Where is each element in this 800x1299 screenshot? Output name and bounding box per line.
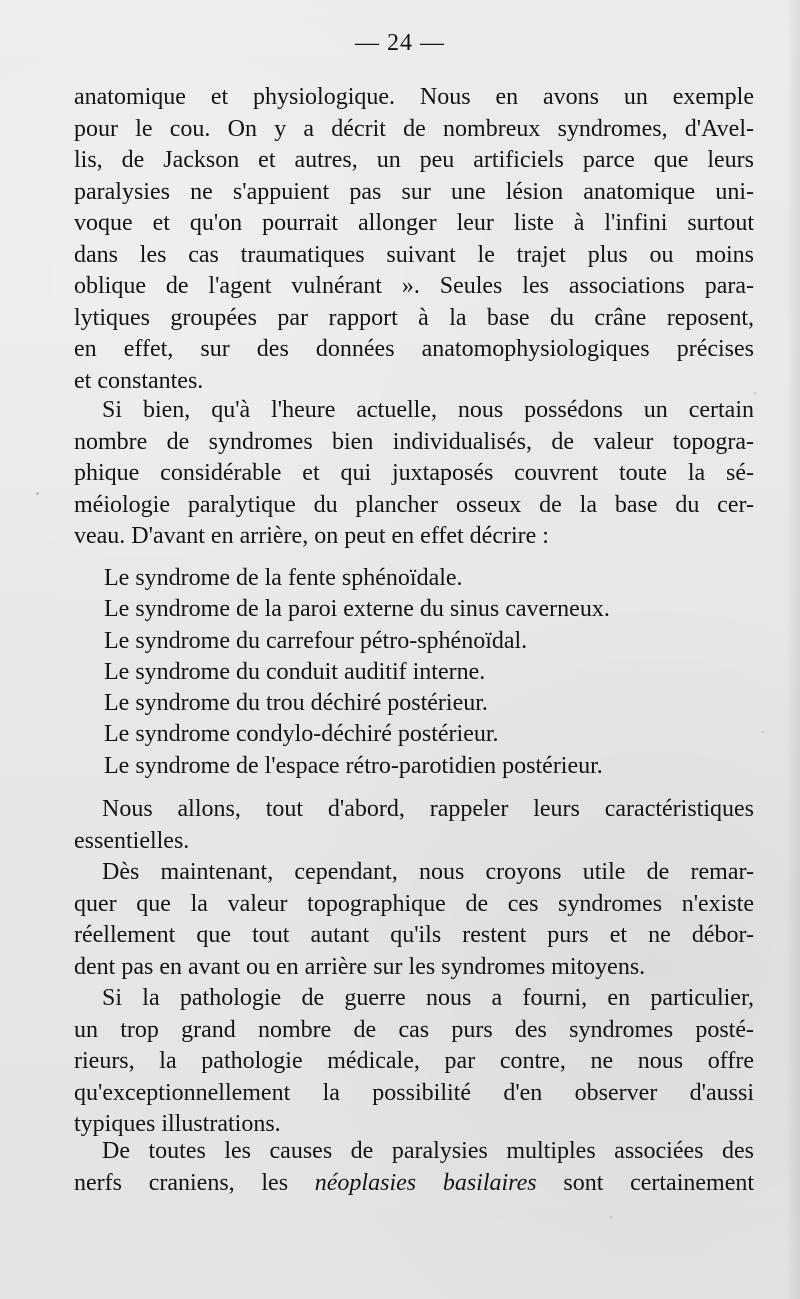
- paragraph-line: lis, de Jackson et autres, un peu artificiels parce que leurs: [74, 147, 754, 173]
- paragraph-line: De toutes les causes de paralysies multiples associées des: [102, 1138, 754, 1164]
- paragraph-line: Si bien, qu'à l'heure actuelle, nous possédons un certain: [102, 397, 754, 423]
- italic-phrase: néoplasies basilaires: [314, 1169, 537, 1196]
- paragraph-4: [74, 857, 754, 983]
- paragraph-line: et constantes.: [74, 367, 204, 394]
- paragraph-line: dans les cas traumatiques suivant le trajet plus ou moins: [74, 241, 754, 268]
- paragraph-line: réellement que tout autant qu'ils restent purs et ne débor-: [74, 922, 754, 948]
- paragraph-2: [74, 395, 754, 553]
- paragraph-text: nerfs craniens, les: [74, 1169, 315, 1196]
- paragraph-line: quer que la valeur topographique de ces syndromes n'existe: [74, 890, 754, 917]
- paper-speck: [610, 1216, 612, 1218]
- page-edge-shadow: [786, 0, 800, 1299]
- paragraph-line: rieurs, la pathologie médicale, par contre, ne nous offre: [74, 1048, 754, 1074]
- paragraph-line: typiques illustrations.: [74, 1111, 281, 1137]
- paragraph-line: phique considérable et qui juxtaposés couvrent toute la sé-: [74, 460, 754, 486]
- paragraph-line: voque et qu'on pourrait allonger leur liste à l'infini surtout: [74, 210, 754, 236]
- syndrome-list-item: Le syndrome du conduit auditif interne.: [104, 658, 486, 685]
- paragraph-line: en effet, sur des données anatomophysiologiques précises: [74, 336, 754, 362]
- paper-speck: [754, 392, 756, 394]
- syndrome-list-item: Le syndrome du trou déchiré postérieur.: [104, 690, 488, 717]
- paragraph-line: méiologie paralytique du plancher osseux de la base du cer-: [74, 491, 754, 518]
- syndrome-list-item: Le syndrome de la fente sphénoïdale.: [104, 565, 463, 591]
- paragraph-line: Dès maintenant, cependant, nous croyons utile de remar-: [102, 859, 754, 885]
- paragraph-line: Si la pathologie de guerre nous a fourni, en particulier,: [102, 985, 754, 1011]
- paragraph-line: pour le cou. On y a décrit de nombreux syndromes, d'Avel-: [74, 115, 754, 142]
- paragraph-line: nombre de syndromes bien individualisés, de valeur topogra-: [74, 428, 754, 455]
- paragraph-6: [74, 1136, 754, 1199]
- paragraph-line: anatomique et physiologique. Nous en avons un exemple: [74, 84, 754, 110]
- paragraph-line: Nous allons, tout d'abord, rappeler leurs caractéristiques: [102, 796, 754, 822]
- paragraph-line: dent pas en avant ou en arrière sur les syndromes mitoyens.: [74, 953, 646, 980]
- syndrome-list-item: Le syndrome du carrefour pétro-sphénoïdal.: [104, 627, 528, 654]
- paragraph-line: un trop grand nombre de cas purs des syndromes posté-: [74, 1016, 754, 1043]
- page-number: — 24 —: [355, 30, 445, 56]
- paragraph-line: qu'exceptionnellement la possibilité d'en observer d'aussi: [74, 1079, 754, 1106]
- syndrome-list: [104, 563, 764, 782]
- paragraph-1: [74, 82, 754, 397]
- syndrome-list-item: Le syndrome de la paroi externe du sinus caverneux.: [104, 596, 610, 623]
- paragraph-line: [74, 1168, 754, 1200]
- paragraph-line: veau. D'avant en arrière, on peut en effet décrire :: [74, 523, 549, 549]
- paragraph-line: lytiques groupées par rapport à la base du crâne reposent,: [74, 304, 754, 331]
- paragraph-line: paralysies ne s'appuient pas sur une lésion anatomique uni-: [74, 178, 754, 205]
- paragraph-text: sont certainement: [536, 1169, 754, 1196]
- paragraph-line: essentielles.: [74, 827, 190, 854]
- syndrome-list-item: Le syndrome de l'espace rétro-parotidien postérieur.: [104, 752, 603, 779]
- paper-speck: [36, 492, 39, 495]
- paragraph-line: oblique de l'agent vulnérant ». Seules les associations para-: [74, 273, 754, 299]
- paragraph-5: [74, 983, 754, 1141]
- syndrome-list-item: Le syndrome condylo-déchiré postérieur.: [104, 721, 499, 748]
- paragraph-3: [74, 794, 754, 857]
